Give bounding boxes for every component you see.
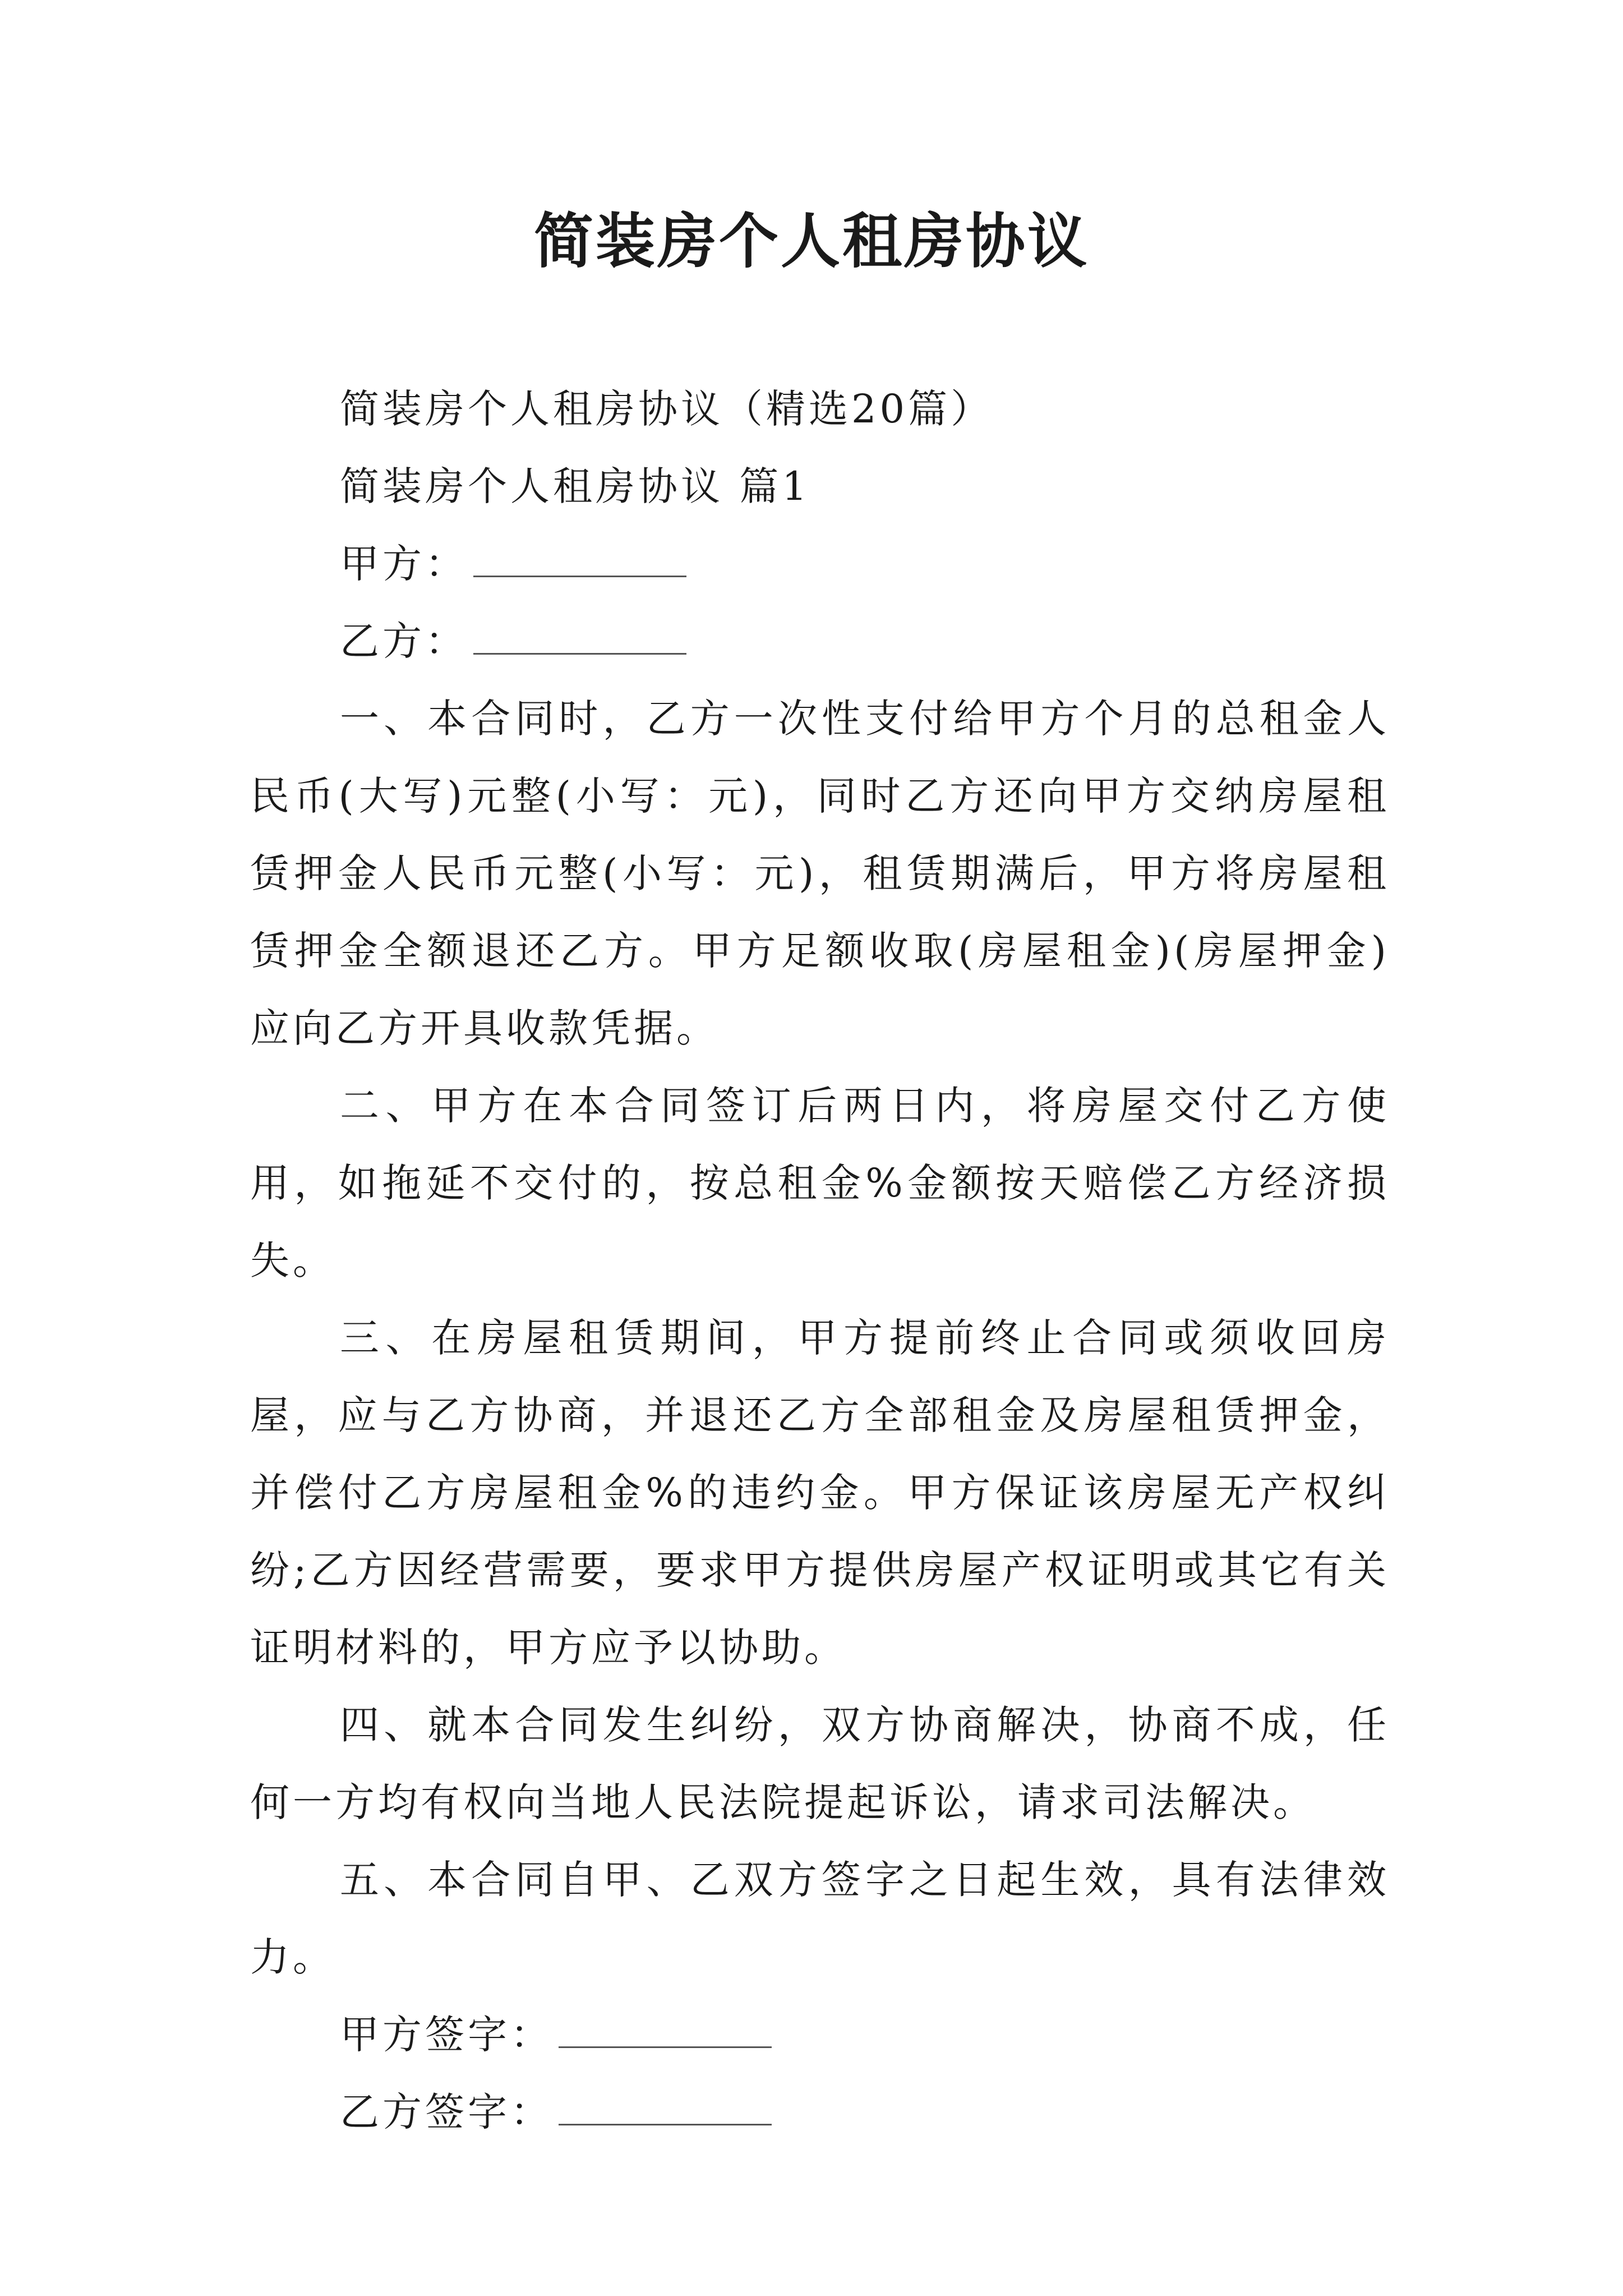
clause-5: 五、本合同自甲、乙双方签字之日起生效，具有法律效力。 [250,1857,1390,1980]
clause-1: 一、本合同时，乙方一次性支付给甲方个月的总租金人民币(大写)元整(小写：元)，同时乙方还向甲方交纳房屋租赁押金人民币元整(小写：元)，租赁期满后，甲方将房屋租赁押金全额退还乙方。甲方足额收取(房屋租金)(房屋押金)应向乙方开具收款凭据。 [250,696,1390,1051]
signature-a-line [250,1996,1390,2073]
clause-4: 四、就本合同发生纠纷，双方协商解决，协商不成，任何一方均有权向当地人民法院提起诉讼，请求司法解决。 [250,1702,1390,1825]
subtitle: 简装房个人租房协议（精选20篇） [340,386,994,432]
signature-b-label: 乙方签字： [340,2089,553,2135]
party-b-label: 乙方： [340,618,468,664]
signature-a-label: 甲方签字： [340,2012,553,2058]
clause-2: 二、甲方在本合同签订后两日内，将房屋交付乙方使用，如拖延不交付的，按总租金%金额按天赔偿乙方经济损失。 [250,1083,1390,1283]
document-title: 简装房个人租房协议 [534,206,1089,276]
signature-b-blank [559,2123,772,2125]
party-b-blank [473,652,686,655]
clause-3: 三、在房屋租赁期间，甲方提前终止合同或须收回房屋，应与乙方协商，并退还乙方全部租金及房屋租赁押金，并偿付乙方房屋租金%的违约金。甲方保证该房屋无产权纠纷;乙方因经营需要，要求甲方提供房屋产权证明或其它有关证明材料的，甲方应予以协助。 [250,1315,1390,1671]
party-a-label: 甲方： [340,541,468,587]
section-heading: 简装房个人租房协议 篇1 [340,463,810,509]
party-a-line [250,525,1390,602]
signature-a-blank [559,2045,772,2048]
party-b-line [250,602,1390,680]
party-a-blank [473,574,686,577]
document-body [250,370,1390,2151]
signature-b-line [250,2073,1390,2151]
